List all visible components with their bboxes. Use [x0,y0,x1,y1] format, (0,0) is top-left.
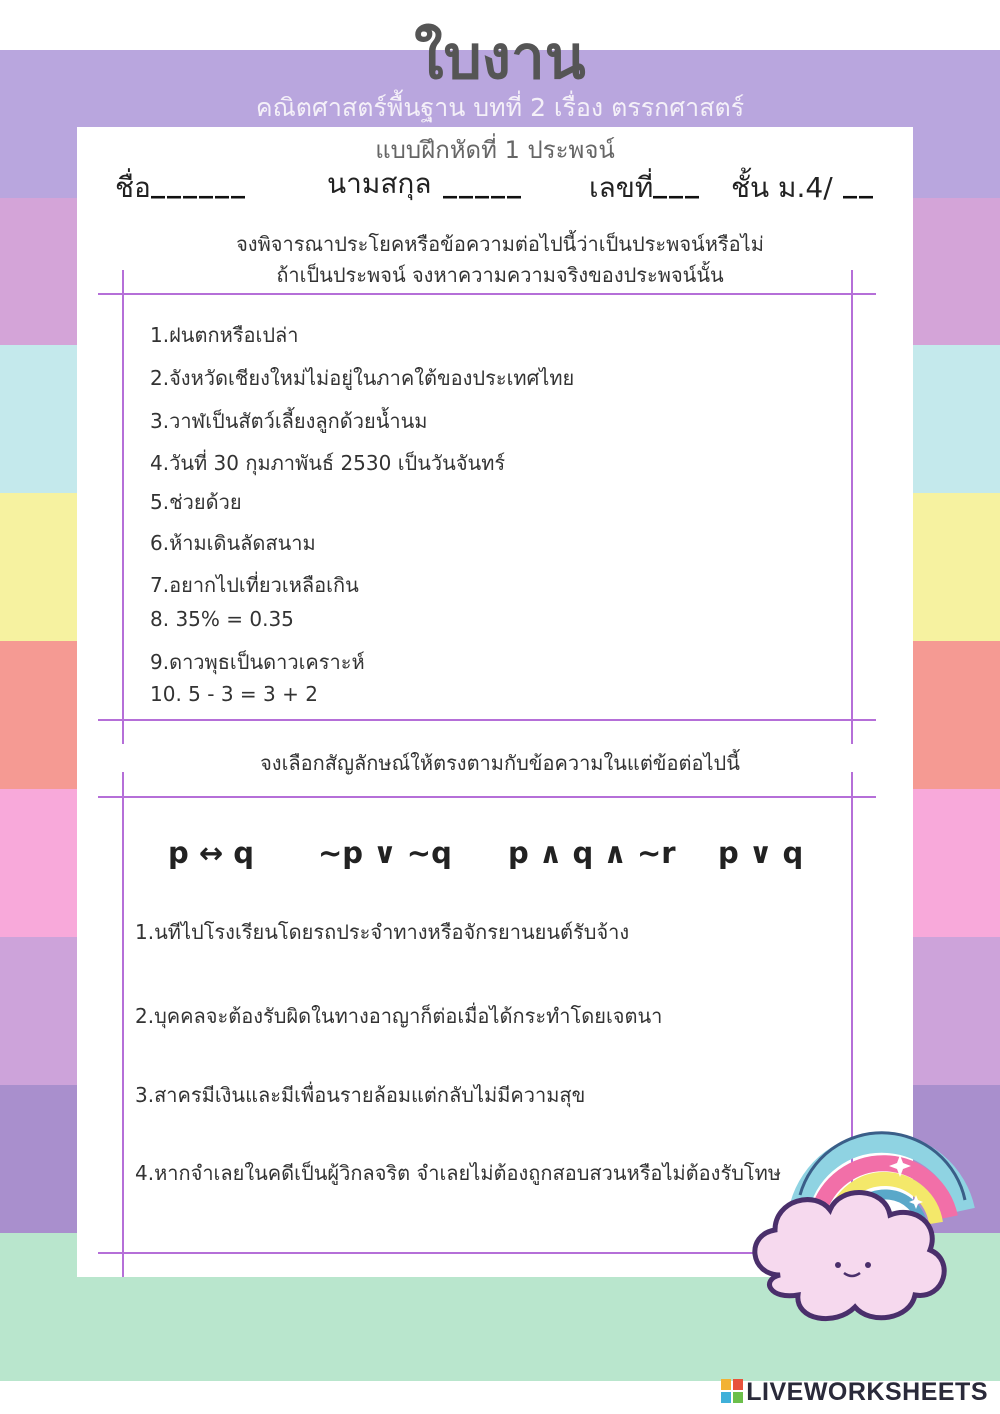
number-label: เลขที่ [589,171,654,204]
section1-question: 2.จังหวัดเชียงใหม่ไม่อยู่ในภาคใต้ของประเทศไทย [150,366,575,390]
section1-question: 3.วาฬเป็นสัตว์เลี้ยงลูกด้วยน้ำนม [150,409,428,433]
name-label: ชื่อ [115,171,151,204]
section1-question: 9.ดาวพุธเป็นดาวเคราะห์ [150,650,365,674]
section1-question: 4.วันที่ 30 กุมภาพันธ์ 2530 เป็นวันจันทร์ [150,451,506,475]
section2-question: 4.หากจำเลยในคดีเป็นผู้วิกลจริต จำเลยไม่ต้องถูกสอบสวนหรือไม่ต้องรับโทษ [135,1161,781,1185]
section1-question: 7.อยากไปเที่ยวเหลือเกิน [150,573,359,597]
section1-question: 1.ฝนตกหรือเปล่า [150,323,299,347]
student-info-line [115,166,905,214]
surname-blank[interactable]: _____ [443,166,523,199]
page-subtitle: คณิตศาสตร์พื้นฐาน บทที่ 2 เรื่อง ตรรกศาสตร์ [255,93,745,122]
section2-question: 2.บุคคลจะต้องรับผิดในทางอาญาก็ต่อเมื่อได้กระทำโดยเจตนา [135,1004,663,1028]
class-label: ชั้น ม.4/ [731,171,833,204]
symbol-option: p ↔ q [168,836,255,870]
surname-label: นามสกุล [327,167,432,200]
section2-question: 3.สาครมีเงินและมีเพื่อนรายล้อมแต่กลับไม่มีความสุข [135,1083,586,1107]
section1-frame-top [98,293,876,295]
section1-frame-bottom [98,719,876,721]
section1-frame-left [122,270,124,744]
section1-question: 6.ห้ามเดินลัดสนาม [150,531,316,555]
section2-instruction: จงเลือกสัญลักษณ์ให้ตรงตามกับข้อความในแต่ข้อต่อไปนี้ [260,751,740,775]
section2-frame-top [98,796,876,798]
class-blank[interactable]: __ [843,166,875,199]
name-blank[interactable]: ______ [151,166,247,199]
symbol-option: ~p ∨ ~q [318,836,452,870]
liveworksheets-logo-text: LIVEWORKSHEETS [746,1378,988,1406]
symbol-option: p ∧ q ∧ ~r [508,836,676,870]
section1-instruction-line2: ถ้าเป็นประพจน์ จงหาความความจริงของประพจน์นั้น [276,263,724,287]
exercise-heading: แบบฝึกหัดที่ 1 ประพจน์ [375,136,615,164]
liveworksheets-logo [720,1378,988,1407]
page-title: ใบงาน [414,23,586,93]
liveworksheets-mark-icon [720,1378,744,1404]
section1-question: 8. 35% = 0.35 [150,607,294,631]
rainbow-cloud-illustration [740,1095,980,1335]
section2-frame-left [122,772,124,1277]
section2-question: 1.นทีไปโรงเรียนโดยรถประจำทางหรือจักรยานยนต์รับจ้าง [135,920,630,944]
number-blank[interactable]: ___ [653,166,701,199]
symbol-option: p ∨ q [718,836,804,870]
section1-question: 5.ช่วยด้วย [150,490,242,514]
section1-instruction-line1: จงพิจารณาประโยคหรือข้อความต่อไปนี้ว่าเป็นประพจน์หรือไม่ [236,232,764,256]
section1-question: 10. 5 - 3 = 3 + 2 [150,682,318,706]
section1-frame-right [851,270,853,744]
